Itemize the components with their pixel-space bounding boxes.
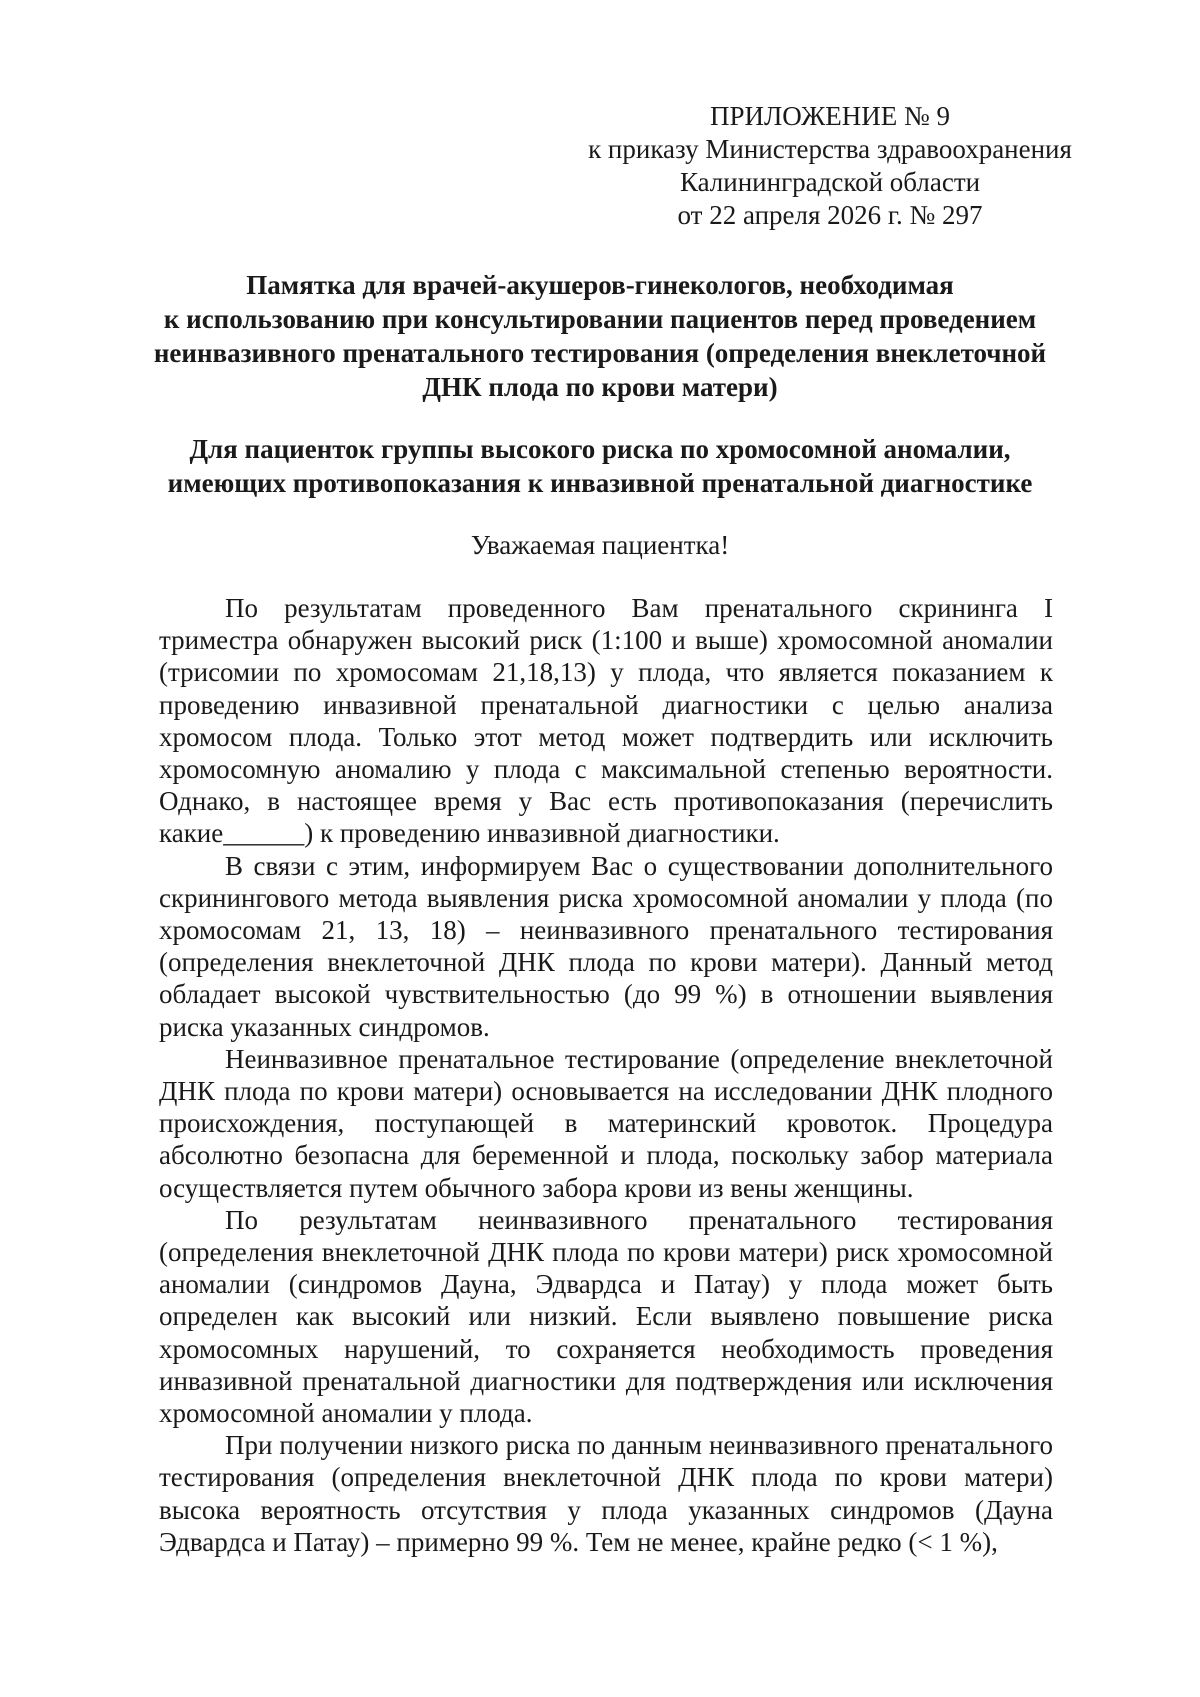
title-line: к использованию при консультировании пациентов перед проведением [163, 304, 1037, 334]
order-reference: к приказу Министерства здравоохранения [588, 134, 1072, 164]
title-line: Памятка для врачей-акушеров-гинекологов, необходимая [246, 270, 954, 300]
region-name: Калининградской области [679, 167, 981, 197]
document-subtitle [150, 432, 1050, 500]
title-line: ДНК плода по крови матери) [422, 372, 778, 402]
subtitle-line: имеющих противопоказания к инвазивной пренатальной диагностике [167, 468, 1033, 498]
paragraph: Неинвазивное пренатальное тестирование (определение внеклеточной ДНК плода по крови матери) основывается на исследовании ДНК плодного происхождения, поступающей в материнский кровоток. Процедура абсолютно безопасна для беременной и плода, поскольку забор материала осуществляется путем обычного забора крови из вены женщины. [159, 1043, 1053, 1203]
subtitle-line: Для пациенток группы высокого риска по хромосомной аномалии, [189, 434, 1011, 464]
title-line: неинвазивного пренатального тестирования (определения внеклеточной [153, 338, 1047, 368]
appendix-number: ПРИЛОЖЕНИЕ № 9 [709, 101, 951, 131]
paragraph: По результатам неинвазивного пренатального тестирования (определения внеклеточной ДНК плода по крови матери) риск хромосомной аномалии (синдромов Дауна, Эдвардса и Патау) у плода может быть определен как высокий или низкий. Если выявлено повышение риска хромосомных нарушений, то сохраняется необходимость проведения инвазивной пренатальной диагностики для подтверждения или исключения хромосомной аномалии у плода. [159, 1204, 1053, 1429]
salutation: Уважаемая пациентка! [470, 530, 730, 560]
order-date: от 22 апреля 2026 г. № 297 [677, 200, 983, 230]
appendix-header [550, 100, 1110, 232]
paragraph: По результатам проведенного Вам пренатального скрининга I триместра обнаружен высокий риск (1:100 и выше) хромосомной аномалии (трисомии по хромосомам 21,18,13) у плода, что является показанием к проведению инвазивной пренатальной диагностики с целью анализа хромосом плода. Только этот метод может подтвердить или исключить хромосомную аномалию у плода с максимальной степенью вероятности. Однако, в настоящее время у Вас есть противопоказания (перечислить какие______) к проведению инвазивной диагностики. [159, 593, 1053, 849]
body-text [159, 592, 1053, 1558]
paragraph: В связи с этим, информируем Вас о существовании дополнительного скринингового метода выявления риска хромосомной аномалии у плода (по хромосомам 21, 13, 18) – неинвазивного пренатального тестирования (определения внеклеточной ДНК плода по крови матери). Данный метод обладает высокой чувствительностью (до 99 %) в отношении выявления риска указанных синдромов. [159, 850, 1053, 1042]
document-title [150, 268, 1050, 404]
paragraph: При получении низкого риска по данным неинвазивного пренатального тестирования (определения внеклеточной ДНК плода по крови матери) высока вероятность отсутствия у плода указанных синдромов (Дауна Эдвардса и Патау) – примерно 99 %. Тем не менее, крайне редко (< 1 %), [159, 1430, 1053, 1557]
